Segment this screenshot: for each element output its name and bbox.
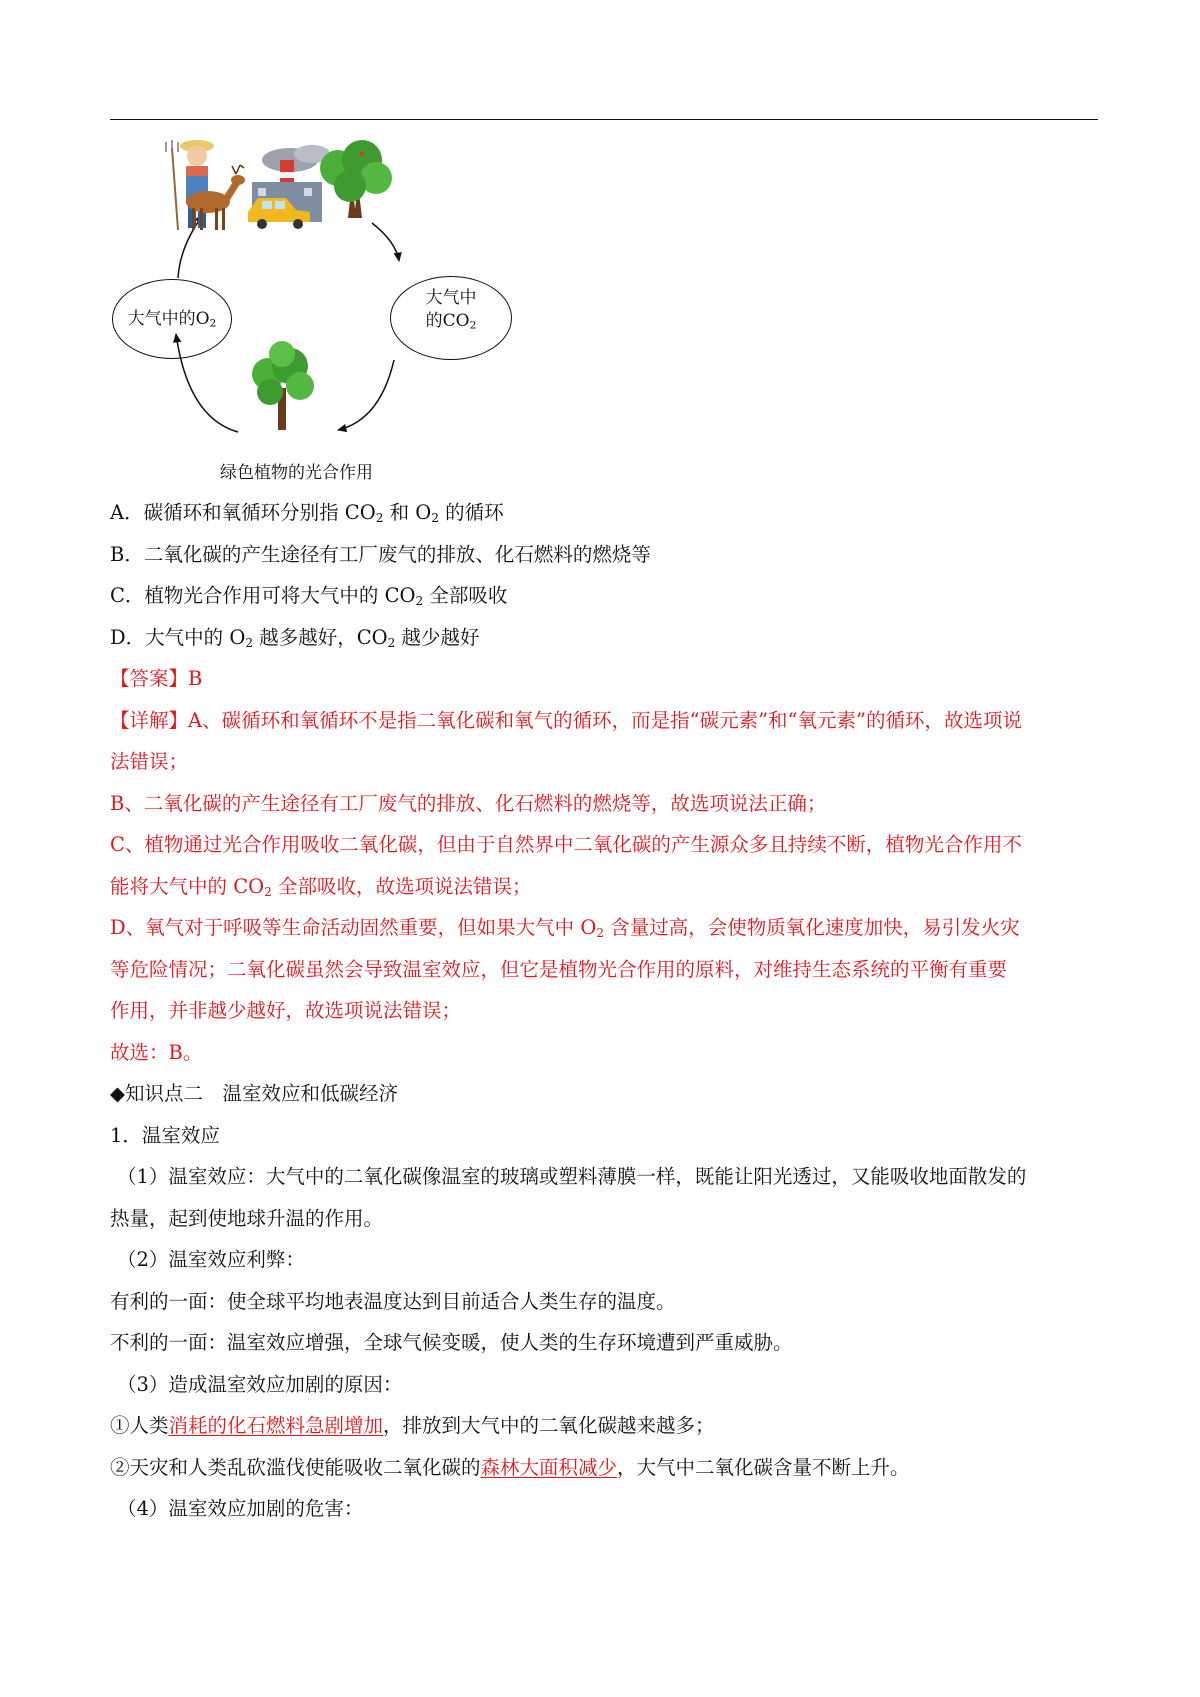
con-line: 不利的一面：温室效应增强，全球气候变暖，使人类的生存环境遭到严重威胁。 <box>110 1331 793 1354</box>
reason-1-post: ，排放到大气中的二氧化碳越来越多； <box>383 1414 715 1437</box>
paragraph-1-line2: 热量，起到使地球升温的作用。 <box>110 1207 384 1230</box>
pro-line: 有利的一面：使全球平均地表温度达到目前适合人类生存的温度。 <box>110 1290 676 1313</box>
diagram-caption: 绿色植物的光合作用 <box>220 463 373 483</box>
option-c <box>110 583 1100 609</box>
paragraph-1-line1: （1）温室效应：大气中的二氧化碳像温室的玻璃或塑料薄膜一样，既能让阳光透过，又能吸收地面散发的 <box>117 1165 1027 1188</box>
reason-1-pre: ①人类 <box>110 1414 169 1437</box>
explanation-a-line2: 法错误； <box>110 750 189 773</box>
bottom-tree-illustration <box>252 341 314 430</box>
explanation-c-line1: C、植物通过光合作用吸收二氧化碳，但由于自然界中二氧化碳的产生源众多且持续不断，植物光合作用不 <box>110 833 1022 856</box>
explanation-d-text: D、氧气对于呼吸等生命活动固然重要，但如果大气中 O <box>110 916 597 939</box>
explanation-c-text2: 全部吸收，故选项说法错误； <box>271 875 532 898</box>
explanation-c-sub: 2 <box>264 885 272 900</box>
top-tree-illustration <box>320 140 392 218</box>
paragraph-4-title: （4）温室效应加剧的危害： <box>117 1497 364 1520</box>
option-d-text2: 越多越好，CO <box>253 626 388 649</box>
conclusion-line: 故选：B。 <box>110 1041 203 1064</box>
reason-2 <box>110 1455 1100 1481</box>
answer-line <box>110 666 1100 692</box>
option-c-text2: 全部吸收 <box>423 584 508 607</box>
subsection-title: 1．温室效应 <box>110 1124 220 1147</box>
explanation-d-sub: 2 <box>596 926 605 941</box>
co2-label-line2: 的CO <box>425 311 470 331</box>
option-a <box>110 500 1100 526</box>
atmospheric-o2-node <box>112 279 232 359</box>
option-d-text3: 越少越好 <box>395 626 480 649</box>
option-b: B．二氧化碳的产生途径有工厂废气的排放、化石燃料的燃烧等 <box>110 543 651 566</box>
cycle-diagram <box>100 138 520 498</box>
reason-1 <box>110 1413 1100 1439</box>
farmer-illustration <box>166 140 214 230</box>
explanation-d-line3: 作用，并非越少越好，故选项说法错误； <box>110 999 462 1022</box>
atmospheric-co2-node <box>390 276 512 360</box>
co2-label-line1: 大气中 <box>425 288 477 308</box>
o2-subscript: 2 <box>209 317 217 330</box>
explanation-c-text: 能将大气中的 CO <box>110 875 265 898</box>
co2-subscript: 2 <box>469 319 477 332</box>
option-c-sub: 2 <box>415 594 424 609</box>
option-a-text2: 和 O <box>383 501 432 524</box>
reason-2-highlight: 森林大面积减少 <box>480 1456 618 1479</box>
paragraph-3-title: （3）造成温室效应加剧的原因： <box>117 1373 403 1396</box>
explanation-d-line1 <box>110 915 1100 941</box>
option-a-sub1: 2 <box>375 511 384 526</box>
reason-2-post: ，大气中二氧化碳含量不断上升。 <box>617 1456 910 1479</box>
explanation-label: 【详解】 <box>110 709 189 732</box>
o2-label: 大气中的O <box>127 309 210 329</box>
explanation-a-text: A、碳循环和氧循环不是指二氧化碳和氧气的循环，而是指“碳元素”和“氧元素”的循环，故选项说 <box>188 709 1022 732</box>
explanation-c-line2 <box>110 874 1100 900</box>
option-a-sub2: 2 <box>431 511 439 526</box>
option-a-text: A．碳循环和氧循环分别指 CO <box>110 501 376 524</box>
answer-value: B <box>188 667 203 690</box>
reason-1-highlight: 消耗的化石燃料急剧增加 <box>168 1414 384 1437</box>
arrow-co2-to-plant <box>338 360 394 430</box>
option-d <box>110 625 1100 651</box>
option-d-sub1: 2 <box>245 636 254 651</box>
paragraph-2-title: （2）温室效应利弊： <box>117 1248 305 1271</box>
explanation-d-text2: 含量过高，会使物质氧化速度加快，易引发火灾 <box>604 916 1020 939</box>
option-d-text: D．大气中的 O <box>110 626 246 649</box>
header-rule <box>110 119 1098 120</box>
explanation-d-line2: 等危险情况；二氧化碳虽然会导致温室效应，但它是植物光合作用的原料，对维持生态系统的平衡有重要 <box>110 958 1008 981</box>
section-heading: ◆知识点二 温室效应和低碳经济 <box>110 1082 398 1105</box>
option-a-text3: 的循环 <box>438 501 504 524</box>
arrow-sources-to-co2 <box>372 223 399 261</box>
option-c-text: C．植物光合作用可将大气中的 CO <box>110 584 416 607</box>
explanation-a-line1 <box>110 708 1100 734</box>
answer-label: 【答案】 <box>110 667 189 690</box>
explanation-b-line: B、二氧化碳的产生途径有工厂废气的排放、化石燃料的燃烧等，故选项说法正确； <box>110 792 827 815</box>
reason-2-pre: ②天灾和人类乱砍滥伐使能吸收二氧化碳的 <box>110 1456 481 1479</box>
option-d-sub2: 2 <box>387 636 396 651</box>
